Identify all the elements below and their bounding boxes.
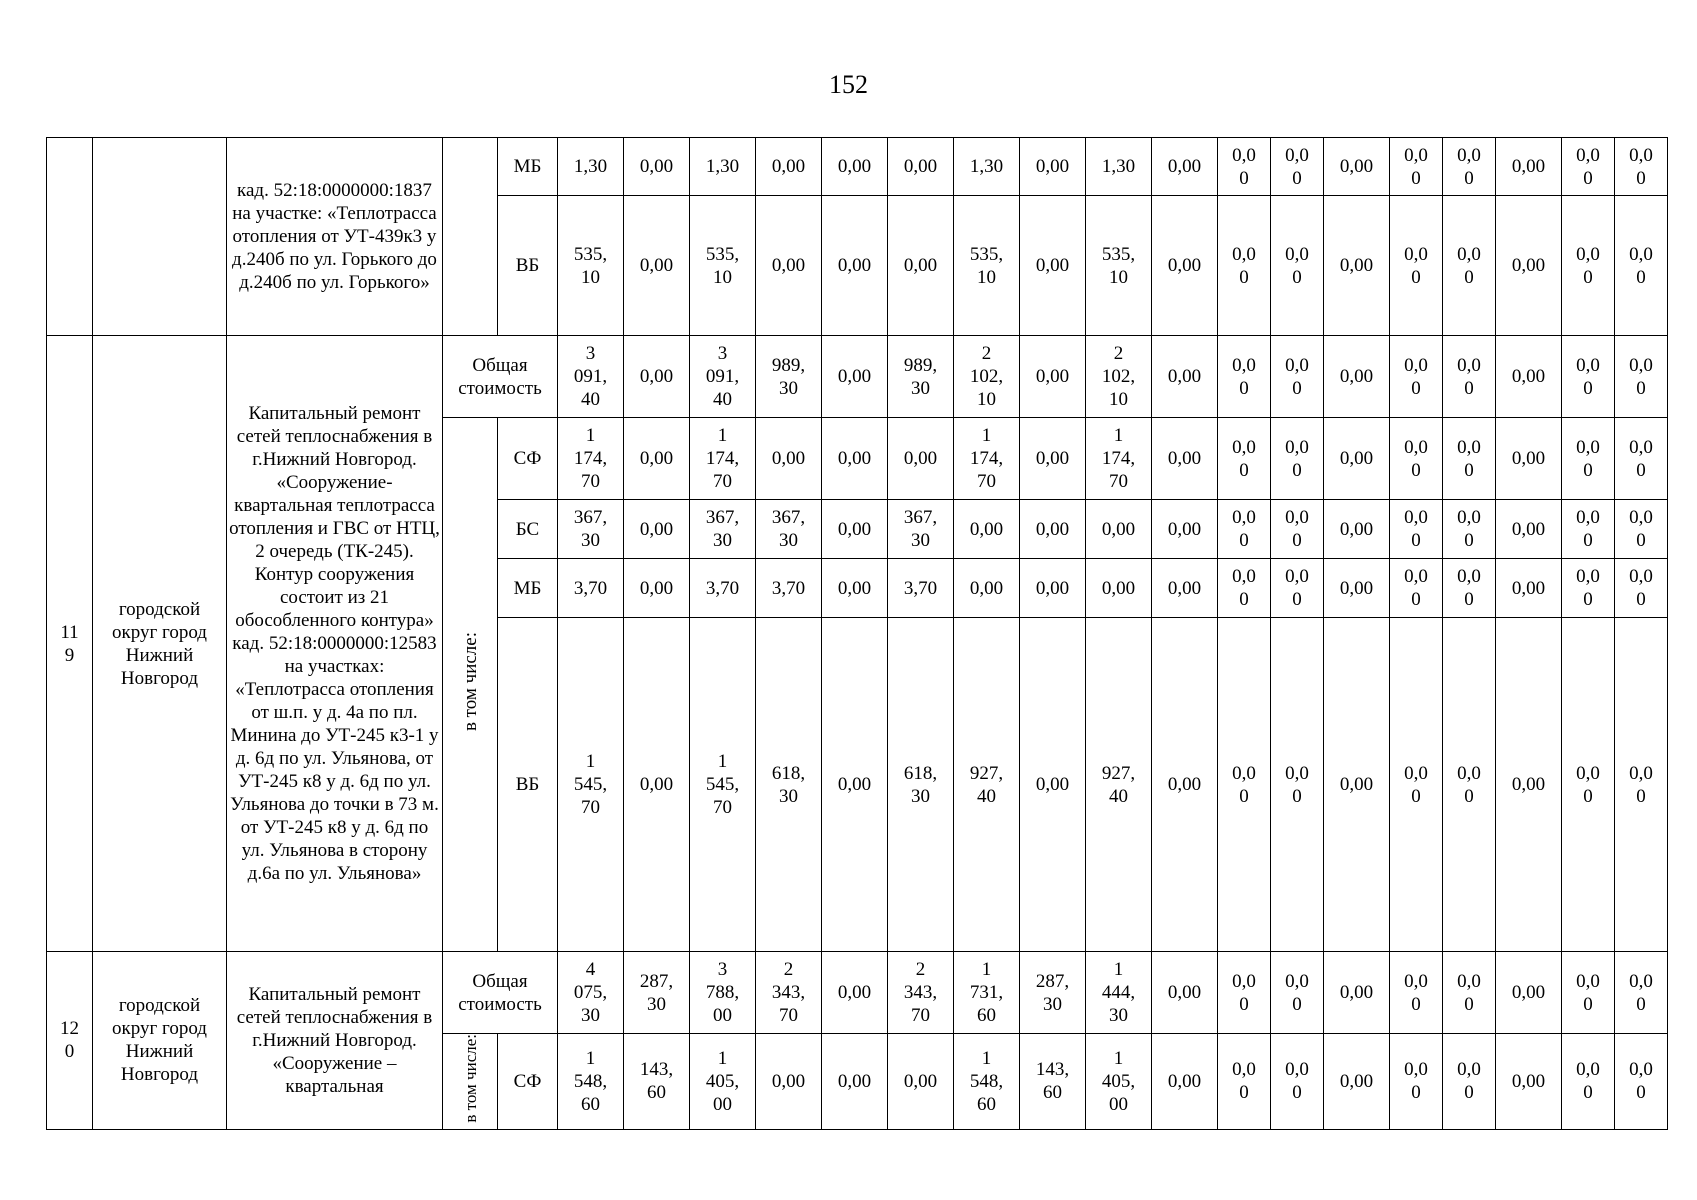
value-cell: 0,0 0 — [1271, 336, 1324, 418]
value-cell: 0,00 — [1020, 138, 1086, 196]
municipality-cell — [93, 138, 227, 336]
value-cell: 0,0 0 — [1562, 418, 1615, 500]
value-cell: 3,70 — [558, 559, 624, 618]
value-cell: 1 731, 60 — [954, 952, 1020, 1034]
value-cell: 0,0 0 — [1390, 618, 1443, 952]
value-cell: 0,00 — [624, 500, 690, 559]
value-cell: 1 174, 70 — [1086, 418, 1152, 500]
value-cell: 287, 30 — [1020, 952, 1086, 1034]
value-cell: 1,30 — [954, 138, 1020, 196]
value-cell: 0,0 0 — [1562, 138, 1615, 196]
value-cell: 0,0 0 — [1615, 196, 1668, 336]
municipality-cell: городской округ город Нижний Новгород — [93, 336, 227, 952]
value-cell: 0,00 — [1152, 559, 1218, 618]
value-cell: 0,00 — [954, 500, 1020, 559]
value-cell: 0,00 — [1324, 559, 1390, 618]
value-cell: 0,0 0 — [1443, 138, 1496, 196]
value-cell: 927, 40 — [954, 618, 1020, 952]
funding-source-cell: БС — [498, 500, 558, 559]
value-cell: 1 548, 60 — [558, 1034, 624, 1130]
value-cell: 0,0 0 — [1390, 559, 1443, 618]
value-cell: 0,00 — [888, 196, 954, 336]
value-cell: 3 788, 00 — [690, 952, 756, 1034]
value-cell: 0,00 — [1324, 618, 1390, 952]
value-cell: 927, 40 — [1086, 618, 1152, 952]
value-cell: 0,0 0 — [1443, 1034, 1496, 1130]
value-cell: 0,00 — [1324, 138, 1390, 196]
value-cell: 367, 30 — [690, 500, 756, 559]
object-number-cell: 11 9 — [47, 336, 93, 952]
value-cell: 0,00 — [1324, 500, 1390, 559]
value-cell: 0,0 0 — [1390, 196, 1443, 336]
value-cell: 0,0 0 — [1615, 336, 1668, 418]
table-row — [47, 336, 1668, 418]
value-cell: 0,00 — [888, 1034, 954, 1130]
value-cell: 535, 10 — [690, 196, 756, 336]
table-row — [47, 952, 1668, 1034]
value-cell: 0,00 — [822, 1034, 888, 1130]
value-cell: 0,0 0 — [1271, 618, 1324, 952]
value-cell: 0,00 — [624, 559, 690, 618]
value-cell: 989, 30 — [756, 336, 822, 418]
funding-source-cell: СФ — [498, 1034, 558, 1130]
value-cell: 0,00 — [1152, 500, 1218, 559]
value-cell: 0,0 0 — [1390, 952, 1443, 1034]
value-cell: 0,0 0 — [1390, 1034, 1443, 1130]
value-cell: 1 174, 70 — [954, 418, 1020, 500]
value-cell: 0,00 — [1152, 618, 1218, 952]
subgroup-label-cell — [443, 138, 498, 336]
value-cell: 0,00 — [822, 500, 888, 559]
value-cell: 0,0 0 — [1562, 1034, 1615, 1130]
municipality-cell: городской округ город Нижний Новгород — [93, 952, 227, 1130]
funding-source-cell: МБ — [498, 138, 558, 196]
value-cell: 0,00 — [1324, 336, 1390, 418]
value-cell: 0,0 0 — [1443, 618, 1496, 952]
value-cell: 0,0 0 — [1443, 500, 1496, 559]
value-cell: 1 405, 00 — [690, 1034, 756, 1130]
value-cell: 0,0 0 — [1271, 418, 1324, 500]
value-cell: 0,00 — [1020, 500, 1086, 559]
value-cell: 0,00 — [1496, 559, 1562, 618]
value-cell: 0,0 0 — [1615, 559, 1668, 618]
table-row — [47, 138, 1668, 196]
value-cell: 0,00 — [822, 559, 888, 618]
value-cell: 535, 10 — [1086, 196, 1152, 336]
value-cell: 367, 30 — [756, 500, 822, 559]
value-cell: 989, 30 — [888, 336, 954, 418]
object-description-cell: кад. 52:18:0000000:1837 на участке: «Теплотрасса отопления от УТ-439к3 у д.240б по ул. Горького до д.240б по ул. Горького» — [227, 138, 443, 336]
value-cell: 0,00 — [1086, 559, 1152, 618]
value-cell: 0,0 0 — [1562, 559, 1615, 618]
value-cell: 0,0 0 — [1562, 500, 1615, 559]
value-cell: 1 545, 70 — [558, 618, 624, 952]
value-cell: 2 343, 70 — [756, 952, 822, 1034]
value-cell: 0,00 — [822, 952, 888, 1034]
value-cell: 0,0 0 — [1615, 1034, 1668, 1130]
value-cell: 0,0 0 — [1218, 952, 1271, 1034]
value-cell: 0,00 — [888, 418, 954, 500]
value-cell: 1 174, 70 — [690, 418, 756, 500]
value-cell: 0,00 — [756, 418, 822, 500]
value-cell: 0,0 0 — [1218, 418, 1271, 500]
value-cell: 4 075, 30 — [558, 952, 624, 1034]
value-cell: 1,30 — [558, 138, 624, 196]
value-cell: 0,0 0 — [1390, 336, 1443, 418]
value-cell: 0,00 — [624, 138, 690, 196]
value-cell: 367, 30 — [888, 500, 954, 559]
value-cell: 0,00 — [1152, 138, 1218, 196]
value-cell: 618, 30 — [888, 618, 954, 952]
value-cell: 0,00 — [1496, 500, 1562, 559]
value-cell: 1 174, 70 — [558, 418, 624, 500]
value-cell: 0,0 0 — [1562, 336, 1615, 418]
value-cell: 2 102, 10 — [1086, 336, 1152, 418]
value-cell: 3,70 — [888, 559, 954, 618]
value-cell: 1 545, 70 — [690, 618, 756, 952]
value-cell: 618, 30 — [756, 618, 822, 952]
value-cell: 0,00 — [624, 196, 690, 336]
value-cell: 0,0 0 — [1615, 418, 1668, 500]
value-cell: 0,00 — [822, 418, 888, 500]
value-cell: 0,0 0 — [1390, 500, 1443, 559]
value-cell: 0,00 — [756, 138, 822, 196]
object-number-cell — [47, 138, 93, 336]
value-cell: 0,00 — [1020, 418, 1086, 500]
value-cell: 1 405, 00 — [1086, 1034, 1152, 1130]
value-cell: 0,00 — [1496, 336, 1562, 418]
value-cell: 0,00 — [756, 196, 822, 336]
value-cell: 0,0 0 — [1615, 952, 1668, 1034]
value-cell: 0,0 0 — [1562, 196, 1615, 336]
value-cell: 3,70 — [756, 559, 822, 618]
value-cell: 0,00 — [1152, 336, 1218, 418]
value-cell: 0,00 — [1152, 418, 1218, 500]
value-cell: 0,00 — [1020, 559, 1086, 618]
value-cell: 0,00 — [1020, 336, 1086, 418]
value-cell: 0,00 — [1020, 196, 1086, 336]
value-cell: 0,0 0 — [1562, 618, 1615, 952]
value-cell: 0,00 — [822, 336, 888, 418]
value-cell: 0,0 0 — [1443, 418, 1496, 500]
value-cell: 0,0 0 — [1218, 559, 1271, 618]
value-cell: 2 343, 70 — [888, 952, 954, 1034]
object-description-cell: Капитальный ремонт сетей теплоснабжения в г.Нижний Новгород. «Сооружение-квартальная теплотрасса отопления и ГВС от НТЦ, 2 очередь (ТК-245). Контур сооружения состоит из 21 обособленного контура» кад. 52:18:0000000:12583 на участках: «Теплотрасса отопления от ш.п. у д. 4а по пл. Минина до УТ-245 к3-1 у д. 6д по ул. Ульянова, от УТ-245 к8 у д. 6д по ул. Ульянова до точки в 73 м. от УТ-245 к8 у д. 6д по ул. Ульянова в сторону д.6а по ул. Ульянова» — [227, 336, 443, 952]
value-cell: 0,00 — [756, 1034, 822, 1130]
value-cell: 0,00 — [1496, 618, 1562, 952]
value-cell: 0,00 — [1152, 1034, 1218, 1130]
value-cell: 0,00 — [1324, 418, 1390, 500]
page-number: 152 — [829, 70, 868, 99]
value-cell: 0,00 — [822, 138, 888, 196]
value-cell: 0,0 0 — [1562, 952, 1615, 1034]
value-cell: 3 091, 40 — [558, 336, 624, 418]
funding-source-cell: ВБ — [498, 618, 558, 952]
value-cell: 0,0 0 — [1443, 559, 1496, 618]
value-cell: 0,0 0 — [1271, 138, 1324, 196]
value-cell: 0,00 — [1152, 952, 1218, 1034]
funding-source-cell: МБ — [498, 559, 558, 618]
value-cell: 1,30 — [690, 138, 756, 196]
value-cell: 0,00 — [1324, 196, 1390, 336]
value-cell: 0,00 — [1324, 1034, 1390, 1130]
object-number-cell: 12 0 — [47, 952, 93, 1130]
value-cell: 0,0 0 — [1443, 336, 1496, 418]
value-cell: 0,00 — [1020, 618, 1086, 952]
value-cell: 0,00 — [1496, 1034, 1562, 1130]
value-cell: 0,00 — [888, 138, 954, 196]
value-cell: 1,30 — [1086, 138, 1152, 196]
value-cell: 0,0 0 — [1443, 196, 1496, 336]
value-cell: 0,0 0 — [1443, 952, 1496, 1034]
object-description-cell: Капитальный ремонт сетей теплоснабжения в г.Нижний Новгород. «Сооружение – квартальная — [227, 952, 443, 1130]
value-cell: 0,00 — [954, 559, 1020, 618]
value-cell: 0,00 — [624, 336, 690, 418]
value-cell: 1 548, 60 — [954, 1034, 1020, 1130]
value-cell: 3 091, 40 — [690, 336, 756, 418]
value-cell: 0,0 0 — [1218, 618, 1271, 952]
value-cell: 0,0 0 — [1615, 500, 1668, 559]
value-cell: 0,00 — [1086, 500, 1152, 559]
value-cell: 0,00 — [822, 618, 888, 952]
value-cell: 2 102, 10 — [954, 336, 1020, 418]
value-cell: 0,00 — [1496, 418, 1562, 500]
value-cell: 287, 30 — [624, 952, 690, 1034]
value-cell: 0,0 0 — [1390, 138, 1443, 196]
value-cell: 0,0 0 — [1271, 559, 1324, 618]
subgroup-label-cell: в том числе: — [443, 1034, 498, 1130]
value-cell: 0,0 0 — [1271, 500, 1324, 559]
value-cell: 0,0 0 — [1218, 138, 1271, 196]
value-cell: 0,0 0 — [1390, 418, 1443, 500]
value-cell: 0,0 0 — [1615, 618, 1668, 952]
value-cell: 3,70 — [690, 559, 756, 618]
budget-table — [46, 137, 1668, 1130]
funding-source-cell: Общая стоимость — [443, 336, 558, 418]
value-cell: 0,00 — [822, 196, 888, 336]
subgroup-label-cell: в том числе: — [443, 418, 498, 952]
value-cell: 367, 30 — [558, 500, 624, 559]
value-cell: 0,0 0 — [1271, 1034, 1324, 1130]
value-cell: 0,00 — [1496, 138, 1562, 196]
value-cell: 0,00 — [1496, 952, 1562, 1034]
value-cell: 0,0 0 — [1218, 336, 1271, 418]
value-cell: 0,0 0 — [1271, 952, 1324, 1034]
value-cell: 0,0 0 — [1615, 138, 1668, 196]
value-cell: 535, 10 — [558, 196, 624, 336]
funding-source-cell: Общая стоимость — [443, 952, 558, 1034]
value-cell: 0,00 — [624, 618, 690, 952]
value-cell: 0,00 — [1152, 196, 1218, 336]
value-cell: 0,00 — [1324, 952, 1390, 1034]
value-cell: 0,00 — [624, 418, 690, 500]
value-cell: 0,00 — [1496, 196, 1562, 336]
value-cell: 143, 60 — [1020, 1034, 1086, 1130]
value-cell: 0,0 0 — [1218, 500, 1271, 559]
value-cell: 1 444, 30 — [1086, 952, 1152, 1034]
value-cell: 0,0 0 — [1218, 196, 1271, 336]
value-cell: 0,0 0 — [1271, 196, 1324, 336]
funding-source-cell: СФ — [498, 418, 558, 500]
funding-source-cell: ВБ — [498, 196, 558, 336]
value-cell: 143, 60 — [624, 1034, 690, 1130]
value-cell: 535, 10 — [954, 196, 1020, 336]
value-cell: 0,0 0 — [1218, 1034, 1271, 1130]
